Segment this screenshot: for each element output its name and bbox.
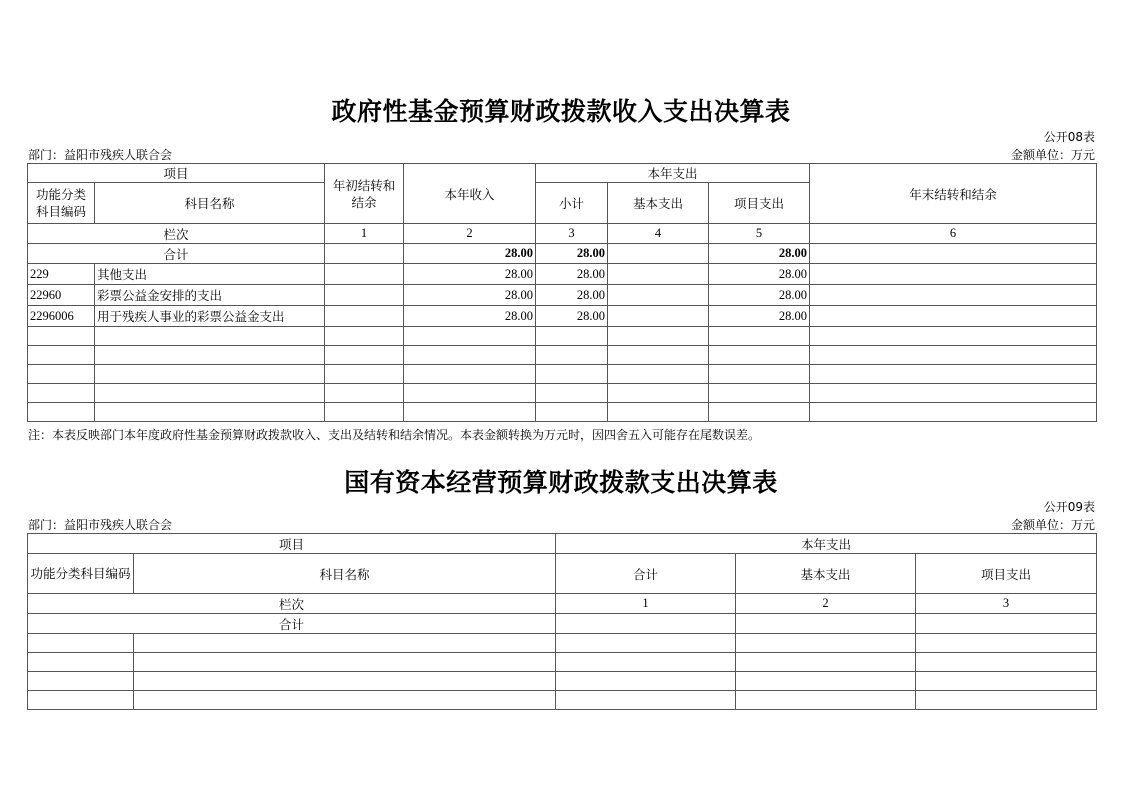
empty-row xyxy=(28,634,1097,653)
row-subtotal: 28.00 xyxy=(536,264,608,285)
header-item: 项目 xyxy=(28,534,556,554)
col-index-label: 栏次 xyxy=(28,594,556,614)
header-project: 项目支出 xyxy=(916,554,1097,594)
col-index-1: 1 xyxy=(556,594,736,614)
row-income: 28.00 xyxy=(404,264,536,285)
row-income: 28.00 xyxy=(404,306,536,327)
header-income: 本年收入 xyxy=(404,164,536,224)
table08 xyxy=(27,163,1097,422)
table09-unit: 金额单位：万元 xyxy=(1010,518,1095,532)
header-item: 项目 xyxy=(28,164,325,183)
empty-row xyxy=(28,346,1097,365)
table08-form-no: 公开08表 xyxy=(1043,130,1095,144)
empty-row xyxy=(28,653,1097,672)
row-end xyxy=(810,285,1097,306)
total-row xyxy=(28,614,1097,634)
header-end-balance: 年末结转和结余 xyxy=(810,164,1097,224)
table09-department: 部门：益阳市残疾人联合会 xyxy=(28,518,173,532)
row-end xyxy=(810,306,1097,327)
total-begin xyxy=(325,244,404,264)
row-subtotal: 28.00 xyxy=(536,285,608,306)
header-basic: 基本支出 xyxy=(736,554,916,594)
total-basic xyxy=(608,244,709,264)
header-subject-name: 科目名称 xyxy=(134,554,556,594)
row-begin xyxy=(325,285,404,306)
empty-row xyxy=(28,365,1097,384)
row-basic xyxy=(608,306,709,327)
row-name: 用于残疾人事业的彩票公益金支出 xyxy=(95,306,325,327)
col-index-3: 3 xyxy=(536,224,608,244)
empty-row xyxy=(28,327,1097,346)
header-func-code: 功能分类科目编码 xyxy=(28,554,134,594)
row-name: 彩票公益金安排的支出 xyxy=(95,285,325,306)
col-index-3: 3 xyxy=(916,594,1097,614)
total-subtotal: 28.00 xyxy=(536,244,608,264)
row-basic xyxy=(608,285,709,306)
col-index-2: 2 xyxy=(404,224,536,244)
header-basic: 基本支出 xyxy=(608,183,709,224)
table-row xyxy=(28,285,1097,306)
row-income: 28.00 xyxy=(404,285,536,306)
table08-unit: 金额单位：万元 xyxy=(1010,148,1095,162)
row-begin xyxy=(325,264,404,285)
table-row xyxy=(28,306,1097,327)
row-end xyxy=(810,264,1097,285)
header-begin-balance: 年初结转和结余 xyxy=(325,164,404,224)
empty-row xyxy=(28,691,1097,710)
header-total: 合计 xyxy=(556,554,736,594)
header-subject-name: 科目名称 xyxy=(95,183,325,224)
row-code: 22960 xyxy=(28,285,95,306)
empty-row xyxy=(28,403,1097,422)
header-project: 项目支出 xyxy=(709,183,810,224)
total-row xyxy=(28,244,1097,264)
row-project: 28.00 xyxy=(709,306,810,327)
col-index-4: 4 xyxy=(608,224,709,244)
total-label: 合计 xyxy=(28,244,325,264)
table08-department: 部门：益阳市残疾人联合会 xyxy=(28,148,173,162)
row-basic xyxy=(608,264,709,285)
row-code: 229 xyxy=(28,264,95,285)
table09-title: 国有资本经营预算财政拨款支出决算表 xyxy=(344,468,778,497)
empty-row xyxy=(28,384,1097,403)
col-index-6: 6 xyxy=(810,224,1097,244)
total-end xyxy=(810,244,1097,264)
row-project: 28.00 xyxy=(709,285,810,306)
empty-row xyxy=(28,672,1097,691)
col-index-2: 2 xyxy=(736,594,916,614)
header-subtotal: 小计 xyxy=(536,183,608,224)
row-name: 其他支出 xyxy=(95,264,325,285)
total-project: 28.00 xyxy=(709,244,810,264)
table-row xyxy=(28,264,1097,285)
header-expend-group: 本年支出 xyxy=(536,164,810,183)
col-index-label: 栏次 xyxy=(28,224,325,244)
table08-title: 政府性基金预算财政拨款收入支出决算表 xyxy=(331,97,791,126)
col-index-5: 5 xyxy=(709,224,810,244)
row-subtotal: 28.00 xyxy=(536,306,608,327)
table08-note: 注：本表反映部门本年度政府性基金预算财政拨款收入、支出及结转和结余情况。本表金额转换为万元时，因四舍五入可能存在尾数误差。 xyxy=(28,428,761,442)
col-index-1: 1 xyxy=(325,224,404,244)
total-label: 合计 xyxy=(28,614,556,634)
header-expend-group: 本年支出 xyxy=(556,534,1097,554)
row-begin xyxy=(325,306,404,327)
table09-form-no: 公开09表 xyxy=(1043,500,1095,514)
total-income: 28.00 xyxy=(404,244,536,264)
row-code: 2296006 xyxy=(28,306,95,327)
table09 xyxy=(27,533,1097,710)
row-project: 28.00 xyxy=(709,264,810,285)
header-func-code: 功能分类科目编码 xyxy=(28,183,95,224)
